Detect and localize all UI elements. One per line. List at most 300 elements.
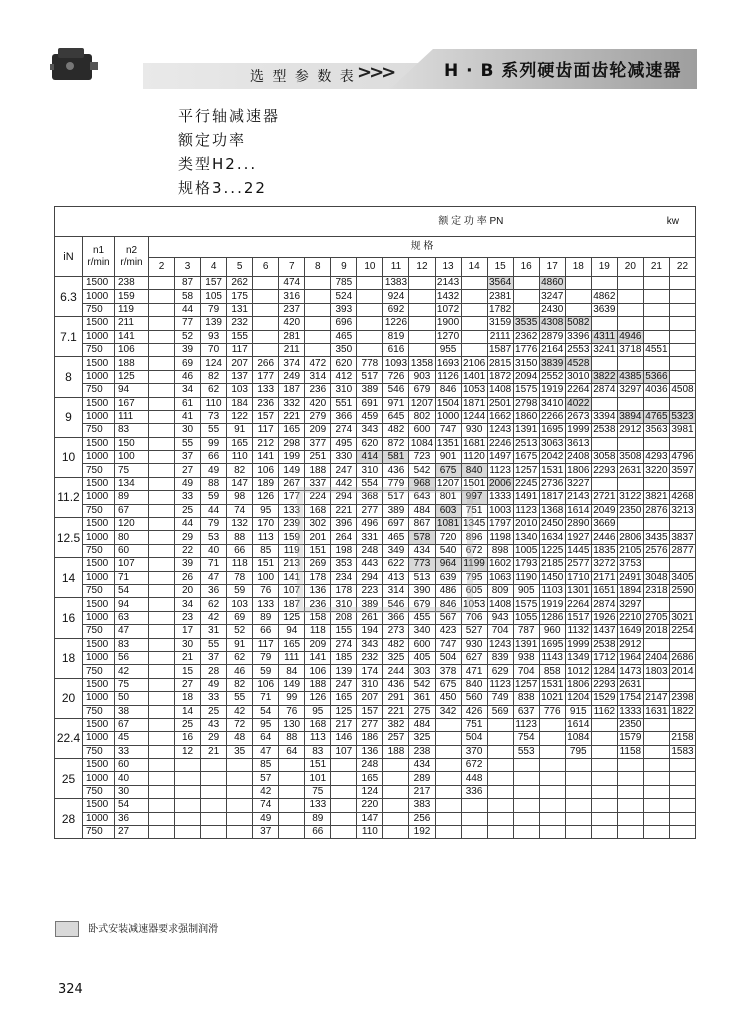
power-cell [149,531,175,544]
power-cell: 103 [227,598,253,611]
power-cell: 62 [201,598,227,611]
power-cell: 474 [279,277,305,290]
power-cell: 389 [357,598,383,611]
power-cell: 1437 [593,625,616,637]
power-cell [149,611,175,624]
power-cell: 157 [357,705,383,718]
power-cell: 133 [279,504,305,517]
power-cell: 64 [279,745,305,758]
power-cell: 2111 [487,330,513,343]
power-cell: 49 [201,678,227,691]
power-cell: 809 [487,584,513,597]
page-title: H · B 系列硬齿面齿轮减速器 [444,61,682,81]
power-cell: 1803 [645,665,668,677]
power-cell: 236 [253,397,279,410]
power-cell: 1531 [541,464,564,476]
power-cell [591,799,617,812]
power-cell [669,558,695,571]
power-cell [305,290,331,303]
power-cell [149,437,175,450]
power-cell: 3894 [619,411,642,423]
power-cell: 133 [305,799,331,812]
power-cell: 504 [435,651,461,664]
power-cell [669,370,695,383]
power-cell: 170 [253,518,279,531]
table-row [55,745,696,758]
n2-cell: 71 [115,571,149,584]
n1-cell: 750 [83,785,115,798]
power-cell: 3639 [593,303,616,315]
power-cell: 2143 [567,491,590,503]
power-cell: 1900 [436,317,460,329]
power-cell [175,826,201,839]
power-cell [409,277,435,290]
power-cell [253,317,279,330]
power-cell: 40 [201,544,227,557]
power-cell: 1207 [436,478,460,490]
power-cell [669,678,695,691]
size-col-header: 13 [435,258,461,277]
power-cell: 3839 [541,357,564,369]
power-cell [331,772,357,785]
power-cell: 223 [357,584,383,597]
size-col-header: 12 [409,258,435,277]
power-cell: 840 [461,464,487,477]
power-cell: 34 [175,384,201,397]
power-cell [149,651,175,664]
power-cell: 3241 [593,344,616,356]
power-cell [513,812,539,825]
power-cell [513,799,539,812]
power-cell: 3297 [619,384,642,396]
power-cell: 76 [279,705,305,718]
size-col-header: 3 [175,258,201,277]
power-cell: 1158 [617,745,643,758]
power-cell: 4765 [645,411,668,423]
power-cell [435,772,461,785]
power-cell: 374 [279,357,305,370]
power-cell: 1693 [436,357,460,369]
power-cell: 2266 [541,411,564,423]
power-cell [539,745,565,758]
n1-cell: 750 [83,303,115,316]
power-cell: 95 [305,705,331,718]
n2-cell: 106 [115,343,149,356]
power-cell [149,826,175,839]
power-cell: 616 [383,343,409,356]
power-cell: 111 [279,651,305,664]
table-row [55,451,696,464]
power-cell: 3837 [671,531,694,543]
power-cell: 2912 [619,424,642,436]
power-cell: 496 [357,518,383,531]
power-cell: 2513 [515,437,538,449]
power-cell: 84 [279,665,305,678]
power-cell [643,437,669,450]
table-row [55,491,696,504]
power-cell: 277 [357,718,383,731]
power-cell [617,812,643,825]
power-cell [565,759,591,772]
power-cell [461,330,487,343]
power-cell: 3058 [593,451,616,463]
power-cell: 101 [305,772,331,785]
n1-cell: 1500 [83,317,115,330]
power-cell [669,303,695,316]
power-cell: 1432 [436,290,460,302]
power-cell: 25 [175,718,201,731]
power-cell: 675 [435,678,461,691]
power-cell [669,357,695,370]
power-cell [487,772,513,785]
power-cell: 3150 [515,357,538,369]
intro-block [178,104,280,200]
power-cell: 3021 [671,611,694,623]
n1-cell: 1000 [83,290,115,303]
power-cell: 620 [357,437,383,450]
power-cell: 2094 [515,370,538,382]
power-cell: 234 [331,571,357,584]
power-cell: 3122 [619,491,642,503]
power-cell [435,799,461,812]
power-cell: 91 [227,638,253,651]
power-cell: 187 [279,384,305,397]
n1-cell: 1500 [83,518,115,531]
power-cell: 237 [279,303,305,316]
power-cell [487,785,513,798]
n2-cell: 141 [115,330,149,343]
power-cell [461,317,487,330]
power-cell: 1681 [462,437,486,449]
power-cell [149,785,175,798]
power-cell: 330 [331,451,357,464]
power-cell: 236 [305,384,331,397]
power-cell [487,732,513,745]
power-cell: 151 [305,759,331,772]
power-cell: 118 [227,558,253,571]
power-cell: 1190 [513,571,539,584]
power-cell: 4311 [591,330,617,343]
power-cell: 1822 [671,705,694,717]
power-cell: 325 [383,651,409,664]
power-cell [201,826,227,839]
ratio-cell: 18 [55,638,83,678]
power-cell: 567 [435,611,461,624]
size-col-header: 9 [331,258,357,277]
intro-line: 规格3...22 [178,179,267,197]
power-cell: 2254 [671,625,694,637]
n2-cell: 100 [115,451,149,464]
power-cell: 1793 [515,558,538,570]
power-cell: 1817 [541,491,564,503]
power-cell: 141 [279,571,305,584]
power-cell: 294 [357,571,383,584]
power-cell: 605 [461,584,487,597]
power-cell: 622 [383,558,409,571]
power-cell: 77 [175,317,201,330]
intro-line: 额定功率 [178,131,247,149]
n1-cell: 1000 [83,410,115,423]
power-cell: 1053 [462,384,486,396]
power-cell: 1575 [515,384,538,396]
power-cell: 146 [331,732,357,745]
power-cell: 2879 [541,330,564,342]
power-cell [591,277,617,290]
power-cell: 1776 [515,344,538,356]
power-cell: 22 [175,544,201,557]
power-cell: 147 [227,477,253,490]
ratio-cell: 16 [55,598,83,638]
power-cell: 1243 [489,424,512,436]
power-cell [409,290,435,303]
power-cell: 232 [357,651,383,664]
power-cell: 1063 [489,571,512,583]
power-cell: 3048 [645,571,668,583]
power-cell: 25 [201,705,227,718]
n2-cell: 60 [115,759,149,772]
table-row [55,812,696,825]
power-cell: 25 [175,504,201,517]
power-cell: 1871 [462,397,486,409]
power-cell: 1473 [619,665,642,677]
power-cell [643,799,669,812]
power-cell: 3272 [593,558,616,570]
power-cell: 175 [227,290,253,303]
power-cell [617,397,643,410]
power-cell: 420 [305,397,331,410]
power-cell [565,277,591,290]
power-cell: 267 [279,477,305,490]
power-cell: 136 [357,745,383,758]
power-cell: 1081 [436,518,460,530]
power-cell: 434 [409,759,435,772]
power-cell: 426 [461,705,487,718]
power-cell: 1368 [541,504,564,516]
power-cell: 82 [227,464,253,477]
power-cell [357,317,383,330]
power-cell: 151 [305,544,331,557]
power-cell: 1501 [462,478,486,490]
table-row [55,759,696,772]
size-col-header: 6 [253,258,279,277]
table-row [55,370,696,383]
power-cell: 44 [201,504,227,517]
power-cell: 1003 [489,504,512,516]
power-cell: 3405 [671,571,694,583]
n2-cell: 33 [115,745,149,758]
power-cell [591,772,617,785]
power-cell: 122 [227,410,253,423]
power-cell: 2721 [593,491,616,503]
power-cell: 773 [409,558,435,571]
power-cell [617,826,643,839]
power-cell: 629 [487,665,513,678]
n2-cell: 75 [115,678,149,691]
power-cell: 1782 [489,303,512,315]
power-cell: 88 [279,732,305,745]
power-cell [617,303,643,316]
power-cell: 1340 [515,531,538,543]
power-cell: 2006 [489,478,512,490]
power-cell: 107 [331,745,357,758]
power-cell: 217 [331,718,357,731]
power-cell [487,812,513,825]
power-cell [175,785,201,798]
power-cell: 943 [487,611,513,624]
n2-cell: 45 [115,732,149,745]
power-cell [565,303,591,316]
power-cell: 751 [461,504,487,517]
power-cell: 30 [175,424,201,437]
power-cell: 1445 [567,545,590,556]
power-cell: 704 [487,625,513,638]
n2-cell: 211 [115,317,149,330]
table-row [55,732,696,745]
n2-cell: 75 [115,464,149,477]
power-cell: 546 [383,598,409,611]
power-cell [669,638,695,651]
n1-cell: 1500 [83,437,115,450]
power-cell: 1351 [436,437,460,449]
power-cell: 55 [201,638,227,651]
power-cell: 639 [435,571,461,584]
power-cell: 1207 [410,397,434,409]
power-cell: 298 [279,437,305,450]
power-cell [539,732,565,745]
power-cell [149,625,175,638]
power-cell: 239 [279,518,305,531]
power-cell [487,745,513,758]
power-cell: 1806 [567,464,590,476]
power-cell: 331 [357,531,383,544]
power-cell [435,826,461,839]
power-cell: 389 [357,384,383,397]
power-cell: 126 [305,692,331,705]
power-cell: 675 [435,464,461,477]
power-cell: 220 [357,799,383,812]
power-cell: 1806 [567,678,590,690]
power-cell: 85 [253,544,279,557]
power-cell: 291 [383,692,409,705]
power-cell: 603 [435,504,461,517]
power-cell: 125 [279,611,305,624]
power-cell: 872 [383,437,409,450]
power-cell: 165 [331,692,357,705]
power-cell: 2398 [671,692,694,704]
power-cell: 4022 [567,397,590,409]
power-cell: 1225 [541,545,564,556]
power-cell: 75 [305,785,331,798]
power-cell: 1084 [410,437,434,449]
table-row [55,584,696,597]
ratio-cell: 28 [55,799,83,839]
power-cell: 88 [201,477,227,490]
power-cell: 1602 [489,558,512,570]
gear-reducer-icon [50,44,100,84]
page-number: 324 [58,982,83,997]
power-cell: 1120 [461,451,487,464]
power-cell: 839 [487,651,513,664]
power-cell: 1123 [487,678,513,691]
power-cell: 1333 [619,705,642,717]
power-cell [617,290,643,303]
power-cell: 21 [175,651,201,664]
power-header [55,207,696,237]
power-cell: 2106 [462,357,486,369]
power-cell [643,638,669,651]
n1-cell: 750 [83,464,115,477]
power-cell [357,277,383,290]
power-cell: 1504 [436,397,460,409]
power-cell: 366 [383,611,409,624]
table-row [55,317,696,330]
size-col-header: 10 [357,258,383,277]
power-cell [669,759,695,772]
power-cell: 378 [435,665,461,678]
power-cell [201,759,227,772]
power-cell [461,303,487,316]
power-cell: 1662 [489,411,512,423]
power-cell [591,718,617,731]
power-cell [227,772,253,785]
power-label: 额 定 功 率 PN [438,215,504,227]
power-cell: 37 [175,451,201,464]
power-cell: 1204 [567,692,590,704]
n1-cell: 1000 [83,651,115,664]
power-cell: 165 [279,638,305,651]
power-cell: 247 [331,678,357,691]
power-cell [227,812,253,825]
table-row [55,598,696,611]
power-cell [643,518,669,531]
power-cell: 316 [279,290,305,303]
power-cell: 2491 [619,571,642,583]
power-cell: 33 [175,491,201,504]
power-cell [539,785,565,798]
power-cell: 113 [305,732,331,745]
power-cell: 2538 [593,424,616,436]
power-cell: 2590 [671,585,694,597]
power-cell [149,424,175,437]
power-cell: 1408 [489,384,512,396]
power-cell: 53 [201,531,227,544]
power-cell [435,732,461,745]
power-cell: 74 [253,799,279,812]
n1-cell: 1500 [83,759,115,772]
power-cell: 59 [201,491,227,504]
power-cell: 343 [357,638,383,651]
power-cell [149,692,175,705]
power-cell: 1257 [515,678,538,690]
power-cell: 471 [461,665,487,678]
power-cell: 46 [227,665,253,678]
power-cell: 106 [305,665,331,678]
power-cell: 178 [331,584,357,597]
power-cell: 3563 [645,424,668,436]
ratio-cell: 7.1 [55,317,83,357]
power-cell: 26 [175,571,201,584]
table-row [55,410,696,423]
power-cell: 165 [357,772,383,785]
table-row [55,424,696,437]
power-cell: 49 [175,477,201,490]
power-cell [435,785,461,798]
power-cell: 52 [227,625,253,638]
power-cell: 472 [305,357,331,370]
power-cell: 106 [253,678,279,691]
power-cell: 785 [331,277,357,290]
power-cell: 188 [305,464,331,477]
